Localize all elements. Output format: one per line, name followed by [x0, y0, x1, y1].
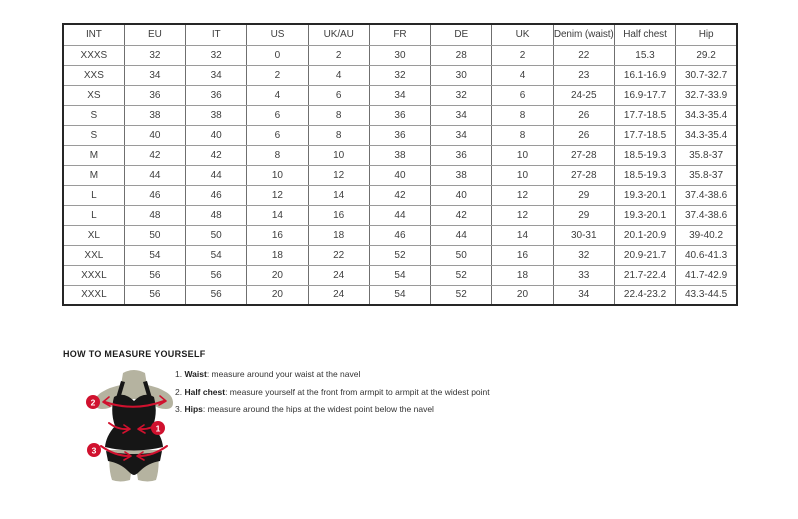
size-cell: 34 [431, 125, 492, 145]
size-cell: 50 [124, 225, 185, 245]
table-row [63, 145, 737, 165]
size-cell: 33 [553, 265, 614, 285]
marker-1-label: 1 [155, 423, 161, 434]
size-cell: 32 [553, 245, 614, 265]
size-cell: M [63, 145, 124, 165]
size-cell: XXS [63, 65, 124, 85]
size-cell: 8 [247, 145, 308, 165]
size-cell: 46 [369, 225, 430, 245]
size-cell: 10 [308, 145, 369, 165]
size-cell: 18 [492, 265, 553, 285]
size-cell: 32.7-33.9 [676, 85, 737, 105]
size-cell: XXXL [63, 265, 124, 285]
size-cell: 26 [553, 125, 614, 145]
measure-marker-2 [86, 395, 100, 409]
size-cell: 50 [186, 225, 247, 245]
size-cell: 40 [431, 185, 492, 205]
size-cell: 14 [492, 225, 553, 245]
size-cell: 15.3 [614, 45, 675, 65]
measure-steps [175, 369, 490, 422]
size-cell: 35.8-37 [676, 165, 737, 185]
size-cell: 6 [492, 85, 553, 105]
size-cell: 0 [247, 45, 308, 65]
size-cell: 12 [308, 165, 369, 185]
measure-marker-3 [87, 443, 101, 457]
size-cell: 43.3-44.5 [676, 285, 737, 305]
size-cell: 56 [186, 265, 247, 285]
size-cell: 32 [431, 85, 492, 105]
step-number: 2. [175, 386, 185, 397]
size-cell: 54 [186, 245, 247, 265]
size-cell: 44 [431, 225, 492, 245]
size-cell: 29 [553, 185, 614, 205]
size-cell: 22 [308, 245, 369, 265]
size-cell: 19.3-20.1 [614, 185, 675, 205]
marker-3-label: 3 [91, 445, 97, 456]
size-cell: 38 [186, 105, 247, 125]
table-row [63, 165, 737, 185]
size-table-header-row [63, 24, 737, 45]
measure-step [175, 369, 490, 379]
size-cell: 16 [308, 205, 369, 225]
measure-step [175, 404, 490, 414]
size-cell: 17.7-18.5 [614, 125, 675, 145]
size-cell: 38 [369, 145, 430, 165]
size-cell: 36 [369, 105, 430, 125]
column-header: EU [124, 24, 185, 45]
size-cell: 34 [431, 105, 492, 125]
size-cell: 44 [124, 165, 185, 185]
step-text: : measure yourself at the front from armpit to armpit at the widest point [225, 386, 490, 397]
size-table [62, 23, 738, 306]
size-cell: 16.1-16.9 [614, 65, 675, 85]
column-header: DE [431, 24, 492, 45]
column-header: FR [369, 24, 430, 45]
size-cell: 23 [553, 65, 614, 85]
size-cell: 48 [186, 205, 247, 225]
size-cell: 4 [247, 85, 308, 105]
size-cell: S [63, 125, 124, 145]
column-header: Hip [676, 24, 737, 45]
size-cell: XXXS [63, 45, 124, 65]
size-cell: 44 [186, 165, 247, 185]
size-cell: 6 [247, 125, 308, 145]
size-cell: 2 [247, 65, 308, 85]
size-cell: 10 [247, 165, 308, 185]
size-cell: 40 [369, 165, 430, 185]
size-table-body [63, 45, 737, 305]
column-header: UK/AU [308, 24, 369, 45]
size-cell: 30-31 [553, 225, 614, 245]
step-text: : measure around your waist at the navel [206, 369, 361, 379]
size-cell: 8 [308, 105, 369, 125]
size-cell: 30.7-32.7 [676, 65, 737, 85]
size-cell: 38 [431, 165, 492, 185]
size-cell: 18.5-19.3 [614, 145, 675, 165]
column-header: UK [492, 24, 553, 45]
table-row [63, 245, 737, 265]
size-cell: 40.6-41.3 [676, 245, 737, 265]
size-cell: 20 [492, 285, 553, 305]
size-cell: 16 [247, 225, 308, 245]
size-cell: 22.4-23.2 [614, 285, 675, 305]
measure-section-title: HOW TO MEASURE YOURSELF [63, 349, 206, 359]
size-cell: M [63, 165, 124, 185]
size-cell: 42 [431, 205, 492, 225]
table-row [63, 65, 737, 85]
size-cell: L [63, 205, 124, 225]
measurement-diagram-icon [78, 368, 190, 500]
size-cell: 28 [431, 45, 492, 65]
size-cell: 14 [308, 185, 369, 205]
column-header: Denim (waist) [553, 24, 614, 45]
mannequin-figure [78, 368, 190, 500]
size-cell: 54 [369, 265, 430, 285]
size-cell: 20 [247, 285, 308, 305]
size-cell: 36 [186, 85, 247, 105]
size-cell: XXL [63, 245, 124, 265]
size-cell: 30 [369, 45, 430, 65]
size-cell: 18 [308, 225, 369, 245]
size-cell: 41.7-42.9 [676, 265, 737, 285]
size-cell: 12 [492, 205, 553, 225]
size-cell: 29 [553, 205, 614, 225]
size-cell: 34 [369, 85, 430, 105]
size-cell: 48 [124, 205, 185, 225]
size-cell: 17.7-18.5 [614, 105, 675, 125]
size-cell: XL [63, 225, 124, 245]
size-cell: 16.9-17.7 [614, 85, 675, 105]
size-cell: 22 [553, 45, 614, 65]
size-cell: 29.2 [676, 45, 737, 65]
size-cell: 54 [369, 285, 430, 305]
size-cell: 52 [369, 245, 430, 265]
size-cell: 8 [492, 105, 553, 125]
size-cell: 32 [124, 45, 185, 65]
size-cell: 34.3-35.4 [676, 125, 737, 145]
size-table-head [63, 24, 737, 45]
size-cell: 42 [186, 145, 247, 165]
size-cell: 54 [124, 245, 185, 265]
size-cell: 36 [369, 125, 430, 145]
size-cell: 14 [247, 205, 308, 225]
table-row [63, 225, 737, 245]
measure-step [175, 387, 490, 397]
size-cell: S [63, 105, 124, 125]
size-cell: XXXL [63, 285, 124, 305]
size-cell: 12 [247, 185, 308, 205]
size-cell: 46 [124, 185, 185, 205]
size-cell: 37.4-38.6 [676, 185, 737, 205]
size-cell: L [63, 185, 124, 205]
size-cell: XS [63, 85, 124, 105]
column-header: INT [63, 24, 124, 45]
size-cell: 27-28 [553, 165, 614, 185]
size-cell: 4 [308, 65, 369, 85]
size-cell: 52 [431, 285, 492, 305]
size-cell: 39-40.2 [676, 225, 737, 245]
size-cell: 18.5-19.3 [614, 165, 675, 185]
size-cell: 24 [308, 285, 369, 305]
size-cell: 20.9-21.7 [614, 245, 675, 265]
size-cell: 24 [308, 265, 369, 285]
size-cell: 42 [369, 185, 430, 205]
table-row [63, 45, 737, 65]
measure-marker-1 [151, 421, 165, 435]
size-cell: 56 [186, 285, 247, 305]
size-cell: 24-25 [553, 85, 614, 105]
step-text: : measure around the hips at the widest point below the navel [202, 404, 434, 414]
size-cell: 8 [492, 125, 553, 145]
column-header: US [247, 24, 308, 45]
table-row [63, 265, 737, 285]
size-cell: 34 [553, 285, 614, 305]
size-cell: 42 [124, 145, 185, 165]
table-row [63, 105, 737, 125]
step-number: 1. [175, 369, 185, 379]
size-cell: 10 [492, 165, 553, 185]
step-number: 3. [175, 404, 185, 414]
size-cell: 27-28 [553, 145, 614, 165]
size-cell: 36 [431, 145, 492, 165]
size-cell: 36 [124, 85, 185, 105]
size-cell: 32 [369, 65, 430, 85]
size-cell: 4 [492, 65, 553, 85]
size-cell: 6 [247, 105, 308, 125]
size-cell: 30 [431, 65, 492, 85]
step-label: Half chest [184, 386, 226, 397]
size-cell: 19.3-20.1 [614, 205, 675, 225]
column-header: Half chest [614, 24, 675, 45]
size-cell: 6 [308, 85, 369, 105]
size-cell: 8 [308, 125, 369, 145]
size-cell: 2 [308, 45, 369, 65]
size-cell: 12 [492, 185, 553, 205]
size-cell: 34.3-35.4 [676, 105, 737, 125]
size-cell: 44 [369, 205, 430, 225]
table-row [63, 85, 737, 105]
table-row [63, 125, 737, 145]
size-cell: 20.1-20.9 [614, 225, 675, 245]
size-cell: 50 [431, 245, 492, 265]
step-label: Hips [184, 404, 203, 414]
size-cell: 2 [492, 45, 553, 65]
size-cell: 56 [124, 285, 185, 305]
size-cell: 56 [124, 265, 185, 285]
marker-2-label: 2 [90, 397, 96, 408]
size-cell: 35.8-37 [676, 145, 737, 165]
size-cell: 20 [247, 265, 308, 285]
step-label: Waist [184, 369, 207, 379]
size-cell: 38 [124, 105, 185, 125]
size-cell: 10 [492, 145, 553, 165]
size-cell: 18 [247, 245, 308, 265]
size-cell: 34 [186, 65, 247, 85]
size-cell: 40 [186, 125, 247, 145]
column-header: IT [186, 24, 247, 45]
table-row [63, 285, 737, 305]
size-cell: 16 [492, 245, 553, 265]
size-cell: 37.4-38.6 [676, 205, 737, 225]
size-cell: 34 [124, 65, 185, 85]
size-cell: 21.7-22.4 [614, 265, 675, 285]
size-cell: 26 [553, 105, 614, 125]
size-cell: 46 [186, 185, 247, 205]
size-cell: 52 [431, 265, 492, 285]
size-cell: 32 [186, 45, 247, 65]
table-row [63, 205, 737, 225]
table-row [63, 185, 737, 205]
size-cell: 40 [124, 125, 185, 145]
